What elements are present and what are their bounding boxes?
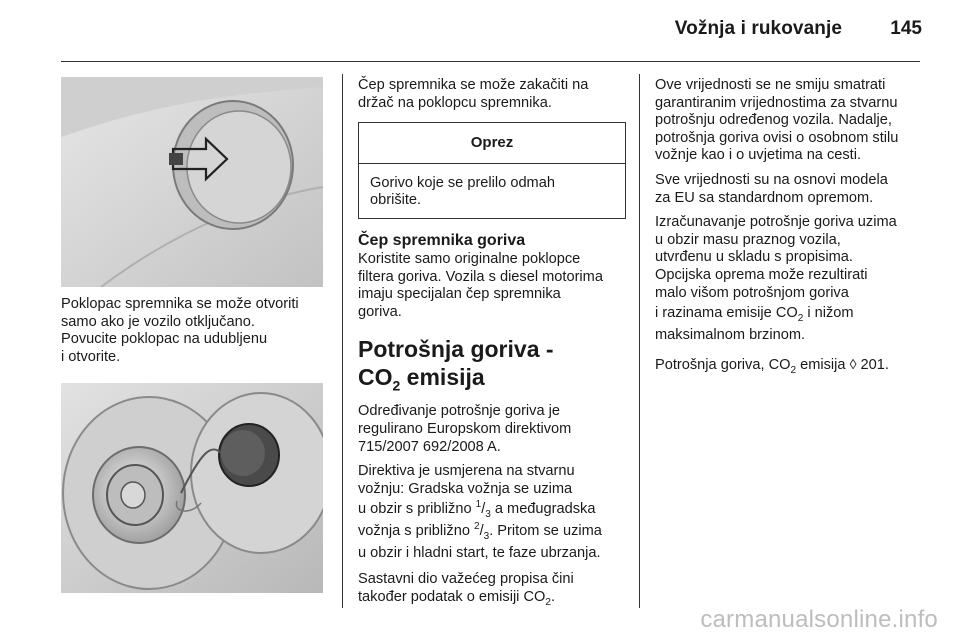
col3-p3-line-1: Izračunavanje potrošnje goriva uzima xyxy=(655,214,897,231)
consumption-heading-line-2 xyxy=(358,363,626,394)
caution-body xyxy=(359,164,625,218)
p3l2-sub: 2 xyxy=(545,596,551,608)
consumption-para-3 xyxy=(358,571,626,606)
caution-box xyxy=(358,122,626,219)
consumption-p2-line-2: vožnju: Gradska vožnja se uzima xyxy=(358,480,573,497)
p3l2-post: . xyxy=(550,588,555,605)
c3p4-sub: 2 xyxy=(790,365,797,377)
p2l4-post: . Pritom se uzima xyxy=(489,523,602,540)
p2l3-sup: 1 xyxy=(475,499,482,511)
fuel-cap-line-3: imaju specijalan čep spremnika xyxy=(358,286,561,303)
fuel-cap-open-illustration xyxy=(61,383,323,593)
fuel-cap-line-2: filtera goriva. Vozila s diesel motorima xyxy=(358,268,603,285)
col3-p2-line-2: za EU sa standardnom opremom. xyxy=(655,189,874,206)
caution-title: Oprez xyxy=(359,123,625,164)
col3-p1-line-1: Ove vrijednosti se ne smiju smatrati xyxy=(655,77,886,93)
col2-intro-line-2: držač na poklopcu spremnika. xyxy=(358,94,552,111)
column-divider-1 xyxy=(342,74,343,608)
heading-co: CO xyxy=(358,364,393,391)
col3-para-3 xyxy=(655,214,930,346)
col3-p1-line-4: potrošnja goriva ovisi o osobnom stilu xyxy=(655,129,899,146)
heading-co-sub: 2 xyxy=(392,377,401,394)
caution-line-1: Gorivo koje se prelilo odmah xyxy=(370,174,555,191)
fuel-door-closed-illustration xyxy=(61,77,323,287)
consumption-p2-line-4 xyxy=(358,520,626,542)
fuel-cap-open-drawing xyxy=(61,383,323,593)
section-heading-consumption xyxy=(358,335,626,394)
col1-line-1: Poklopac spremnika se može otvoriti xyxy=(61,296,299,312)
consumption-para-2 xyxy=(358,463,626,564)
col3-para-2 xyxy=(655,172,930,207)
col3-p1-line-3: potrošnju određenog vozila. Nadalje, xyxy=(655,112,892,129)
consumption-p1-line-3: 715/2007 692/2008 A. xyxy=(358,438,501,455)
p2l3-slash: / xyxy=(481,501,486,518)
consumption-p2-line-5: u obzir i hladni start, te faze ubrzanja. xyxy=(358,545,601,562)
p2l4-slash: / xyxy=(479,523,484,540)
page-header xyxy=(0,0,960,64)
column-divider-2 xyxy=(639,74,640,608)
col1-line-3: Povucite poklopac na udubljenu xyxy=(61,331,268,348)
col3-p3-line-2: u obzir masu praznog vozila, xyxy=(655,231,841,248)
column-1-text xyxy=(61,296,331,366)
c3p3l6-post: i nižom xyxy=(803,305,854,322)
p2l4-sup: 2 xyxy=(474,521,480,533)
column-2-text xyxy=(358,77,626,614)
p2l3-sub: 3 xyxy=(485,509,491,521)
consumption-p1-line-1: Određivanje potrošnje goriva je xyxy=(358,403,560,420)
header-title: Vožnja i rukovanje xyxy=(674,18,842,39)
consumption-p1-line-2: regulirano Europskom direktivom xyxy=(358,420,572,437)
col2-intro-line-1: Čep spremnika se može zakačiti na xyxy=(358,77,589,93)
col1-line-4: i otvorite. xyxy=(61,348,121,365)
col3-para-1 xyxy=(655,77,930,165)
fuel-door-closed-drawing xyxy=(61,77,323,287)
p2l3-pre: u obzir s približno xyxy=(358,501,476,518)
section-heading-fuel-cap: Čep spremnika goriva xyxy=(358,231,526,249)
consumption-p2-line-1: Direktiva je usmjerena na stvarnu xyxy=(358,463,575,480)
page-number: 145 xyxy=(890,18,922,39)
consumption-para-1 xyxy=(358,403,626,456)
p2l4-pre: vožnja s približno xyxy=(358,523,474,540)
consumption-p2-line-3 xyxy=(358,498,626,520)
col3-p3-line-6 xyxy=(655,302,930,324)
consumption-p3-line-1: Sastavni dio važećeg propisa čini xyxy=(358,571,574,588)
col3-p2-line-1: Sve vrijednosti su na osnovi modela xyxy=(655,171,888,188)
c3p4-pre: Potrošnja goriva, CO xyxy=(655,357,791,374)
col1-line-2: samo ako je vozilo otključano. xyxy=(61,313,255,330)
watermark: carmanualsonline.info xyxy=(700,606,938,633)
p2l4-sub: 3 xyxy=(483,531,490,543)
fuel-cap-line-1: Koristite samo originalne poklopce xyxy=(358,250,581,267)
col3-p3-line-5: malo višom potrošnjom goriva xyxy=(655,284,849,301)
page-reference-number[interactable]: 201. xyxy=(856,357,889,374)
c3p4-mid: emisija xyxy=(796,357,850,374)
col3-para-4 xyxy=(655,353,930,376)
p3l2-pre: također podatak o emisiji CO xyxy=(358,588,546,605)
fuel-cap-line-4: goriva. xyxy=(358,303,402,320)
col3-p3-line-7: maksimalnom brzinom. xyxy=(655,327,806,344)
header-rule xyxy=(61,61,920,62)
col3-p3-line-4: Opcijska oprema može rezultirati xyxy=(655,266,868,283)
col3-p3-line-3: utvrđenu u skladu s propisima. xyxy=(655,249,853,266)
p2l3-post: a međugradska xyxy=(490,501,596,518)
column-3-text xyxy=(655,77,930,383)
consumption-p3-line-2 xyxy=(358,589,626,607)
col3-p1-line-2: garantiranim vrijednostima za stvarnu xyxy=(655,94,898,111)
c3p3l6-sub: 2 xyxy=(797,313,804,325)
c3p3l6-pre: i razinama emisije CO xyxy=(655,305,798,322)
col3-p1-line-5: vožnje kao i o uvjetima na cesti. xyxy=(655,147,862,164)
consumption-heading-line-1: Potrošnja goriva - xyxy=(358,336,554,363)
heading-emisija: emisija xyxy=(400,364,485,391)
page-reference-arrow-icon: ◊ xyxy=(849,356,857,373)
caution-line-2: obrišite. xyxy=(370,192,422,209)
